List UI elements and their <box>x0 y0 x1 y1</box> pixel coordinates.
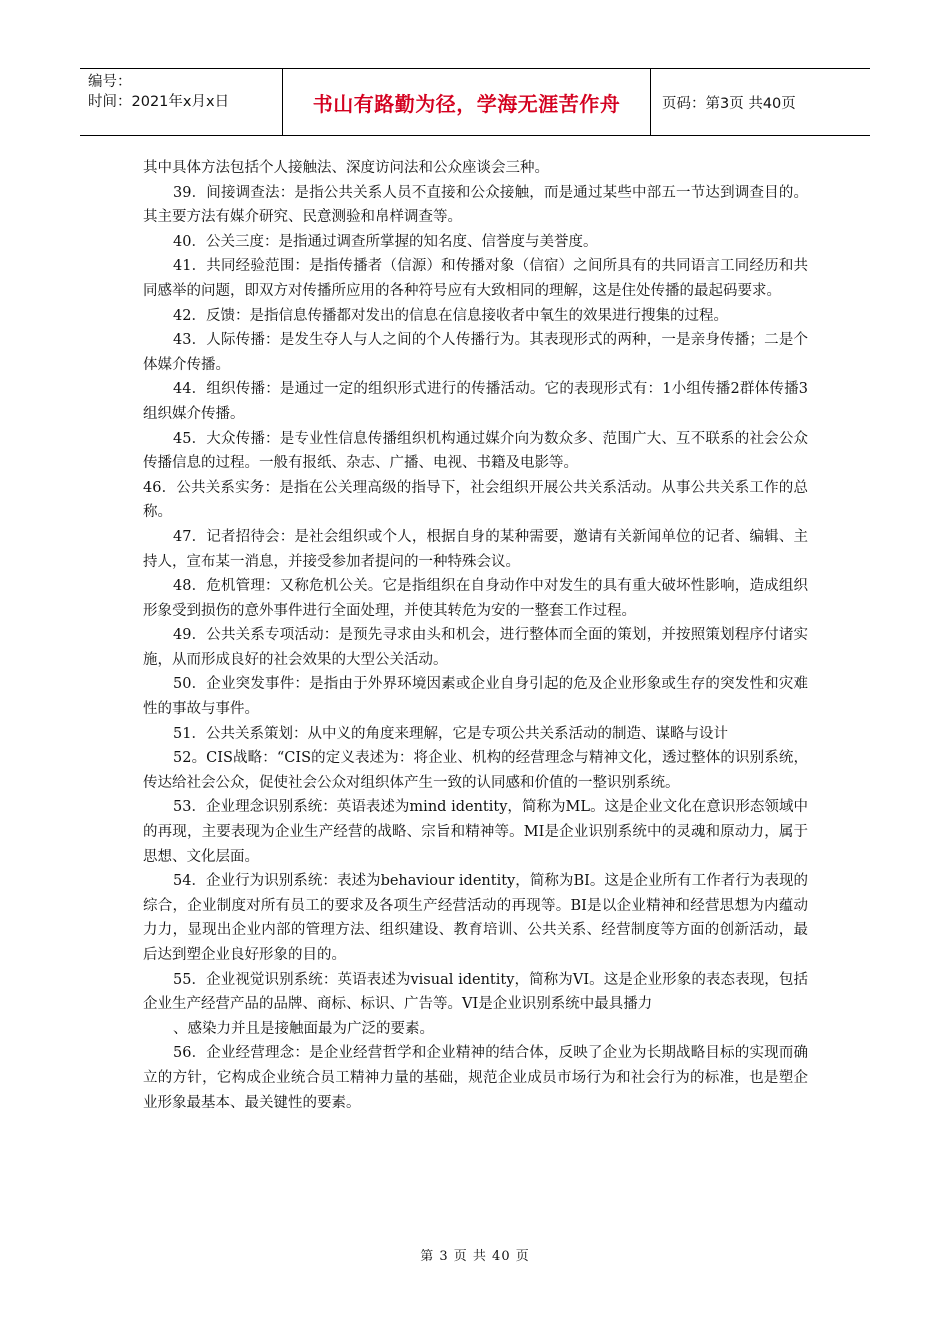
body-paragraph: 48．危机管理：又称危机公关。它是指组织在自身动作中对发生的具有重大破坏性影响，造成组织形象受到损伤的意外事件进行全面处理，并使其转危为安的一整套工作过程。 <box>143 578 808 619</box>
document-number-label: 编号： <box>88 74 132 90</box>
body-paragraph: 、感染力并且是接触面最为广泛的要素。 <box>173 1020 434 1037</box>
body-paragraph: 44．组织传播：是通过一定的组织形式进行的传播活动。它的表现形式有：1小组传播2群体传播3组织媒介传播。 <box>143 381 808 422</box>
page-header <box>80 68 870 136</box>
body-paragraph: 46．公共关系实务：是指在公关理高级的指导下，社会组织开展公共关系活动。从事公共关系工作的总称。 <box>143 479 808 521</box>
body-paragraph: 52。CIS战略：“CIS的定义表述为：将企业、机构的经营理念与精神文化，透过整体的识别系统，传达给社会公众，促使社会公众对组织体产生一致的认同感和价值的一整识别系统。 <box>143 750 808 791</box>
body-paragraph: 54．企业行为识别系统：表述为behaviour identity，简称为BI。这是企业所有工作者行为表现的综合，企业制度对所有员工的要求及各项生产经营活动的再现等。BI是以企业精神和经营思想为内蕴动力力，显现出企业内部的管理方法、组织建设、教育培训、公共关系、经营制度等方面的创新活动，最后达到塑企业良好形象的目的。 <box>143 873 808 963</box>
body-paragraph: 49．公共关系专项活动：是预先寻求由头和机会，进行整体而全面的策划，并按照策划程序付诸实施，从而形成良好的社会效果的大型公关活动。 <box>143 627 808 668</box>
header-meta <box>80 69 283 135</box>
page-footer: 第 3 页 共 40 页 <box>420 1249 530 1264</box>
body-paragraph: 39．间接调查法：是指公共关系人员不直接和公众接触，而是通过某些中部五一节达到调查目的。其主要方法有媒介研究、民意测验和帛样调查等。 <box>143 184 808 226</box>
header-motto: 书山有路勤为径，学海无涯苦作舟 <box>283 69 651 135</box>
header-page-label: 页码：第3页 共40页 <box>662 95 796 112</box>
body-paragraph: 51．公共关系策划：从中义的角度来理解，它是专项公共关系活动的制造、谋略与设计 <box>173 725 728 742</box>
body-paragraph: 53．企业理念识别系统：英语表述为mind identity，简称为ML。这是企业文化在意识形态领域中的再现，主要表现为企业生产经营的战略、宗旨和精神等。MI是企业识别系统中的灵魂和原动力，属于思想、文化层面。 <box>143 799 808 865</box>
document-time-label: 时间：2021年x月x日 <box>88 94 230 110</box>
document-body <box>143 156 808 1115</box>
body-paragraph: 42．反馈：是指信息传播都对发出的信息在信息接收者中氧生的效果进行搜集的过程。 <box>173 307 728 324</box>
body-paragraph: 55．企业视觉识别系统：英语表述为visual identity，简称为VI。这是企业形象的表态表现，包括企业生产经营产品的品牌、商标、标识、广告等。VI是企业识别系统中最具播力 <box>143 971 808 1013</box>
body-paragraph: 47．记者招待会：是社会组织或个人，根据自身的某种需要，邀请有关新闻单位的记者、编辑、主持人，宣布某一消息，并接受参加者提问的一种特殊会议。 <box>143 528 808 570</box>
body-paragraph: 其中具体方法包括个人接触法、深度访问法和公众座谈会三种。 <box>143 160 549 176</box>
body-paragraph: 50．企业突发事件：是指由于外界环境因素或企业自身引起的危及企业形象或生存的突发性和灾难性的事故与事件。 <box>143 676 808 718</box>
body-paragraph: 43．人际传播：是发生夺人与人之间的个人传播行为。其表现形式的两种，一是亲身传播；二是个体媒介传播。 <box>143 332 808 373</box>
body-paragraph: 45．大众传播：是专业性信息传播组织机构通过媒介向为数众多、范围广大、互不联系的社会公众传播信息的过程。一般有报纸、杂志、广播、电视、书籍及电影等。 <box>143 430 808 472</box>
body-paragraph: 56．企业经营理念：是企业经营哲学和企业精神的结合体，反映了企业为长期战略目标的实现而确立的方针，它构成企业统合员工精神力量的基础，规范企业成员市场行为和社会行为的标准，也是塑企业形象最基本、最关键性的要素。 <box>143 1045 808 1111</box>
body-paragraph: 41．共同经验范围：是指传播者（信源）和传播对象（信宿）之间所具有的共同语言工同经历和共同感举的问题，即双方对传播所应用的各种符号应有大致相同的理解，这是住处传播的最起码要求。 <box>143 258 808 299</box>
body-paragraph: 40．公关三度：是指通过调查所掌握的知名度、信誉度与美誉度。 <box>173 233 598 250</box>
